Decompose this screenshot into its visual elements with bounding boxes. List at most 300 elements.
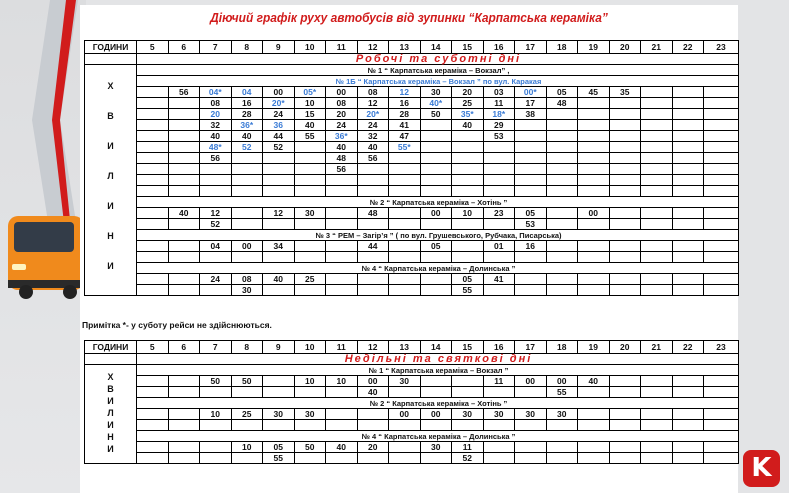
time-cell (515, 420, 547, 431)
table-row (85, 241, 739, 252)
time-cell (231, 164, 263, 175)
time-cell (515, 131, 547, 142)
time-cell (546, 175, 578, 186)
time-cell (578, 241, 610, 252)
time-cell (515, 153, 547, 164)
time-cell: 36* (326, 131, 358, 142)
time-cell (641, 420, 673, 431)
time-cell (357, 219, 389, 230)
time-cell (294, 285, 326, 296)
time-cell (672, 420, 704, 431)
time-cell (200, 164, 232, 175)
time-cell (294, 241, 326, 252)
hour-10: 10 (294, 341, 326, 354)
hour-11: 11 (326, 341, 358, 354)
time-cell (609, 109, 641, 120)
time-cell (231, 420, 263, 431)
time-cell (609, 153, 641, 164)
time-cell: 08 (231, 274, 263, 285)
time-cell (546, 274, 578, 285)
time-cell (515, 285, 547, 296)
table-row (85, 175, 739, 186)
time-cell (168, 186, 200, 197)
time-cell (326, 274, 358, 285)
minutes-letter: Н (107, 432, 114, 442)
time-cell (672, 131, 704, 142)
time-cell (452, 175, 484, 186)
time-cell (546, 120, 578, 131)
minutes-letter: В (107, 111, 114, 121)
time-cell: 11 (452, 442, 484, 453)
hour-7: 7 (200, 41, 232, 54)
route1b-title: № 1Б “ Карпатська кераміка – Вокзал ” по вул. Каракая (137, 76, 739, 87)
time-cell (420, 420, 452, 431)
time-cell (389, 285, 421, 296)
time-cell (546, 208, 578, 219)
table-row (85, 285, 739, 296)
hour-16: 16 (483, 341, 515, 354)
time-cell (641, 387, 673, 398)
minutes-label (85, 65, 137, 296)
time-cell: 47 (389, 131, 421, 142)
time-cell (389, 219, 421, 230)
time-cell: 30 (231, 285, 263, 296)
time-cell: 30 (452, 409, 484, 420)
time-cell (326, 285, 358, 296)
page-title: Діючий графік руху автобусів від зупинки “Карпатська кераміка” (210, 10, 608, 25)
time-cell (704, 219, 739, 230)
time-cell (452, 131, 484, 142)
time-cell (641, 186, 673, 197)
time-cell (672, 175, 704, 186)
time-cell: 24 (200, 274, 232, 285)
minutes-letter: Х (107, 372, 114, 382)
table-row (85, 219, 739, 230)
time-cell (420, 376, 452, 387)
time-cell (672, 376, 704, 387)
time-cell: 32 (357, 131, 389, 142)
hour-5: 5 (137, 341, 169, 354)
time-cell (641, 98, 673, 109)
time-cell (420, 219, 452, 230)
time-cell (483, 175, 515, 186)
time-cell (483, 453, 515, 464)
time-cell (389, 241, 421, 252)
time-cell (420, 387, 452, 398)
time-cell: 40 (357, 387, 389, 398)
time-cell (704, 98, 739, 109)
time-cell: 50 (231, 376, 263, 387)
hour-12: 12 (357, 341, 389, 354)
time-cell: 04 (231, 87, 263, 98)
time-cell: 24 (263, 109, 295, 120)
saturday-note: Примітка *- у суботу рейси не здійснюються. (82, 320, 272, 330)
time-cell (546, 285, 578, 296)
hour-22: 22 (672, 41, 704, 54)
time-cell (137, 453, 169, 464)
time-cell (294, 153, 326, 164)
hour-20: 20 (609, 41, 641, 54)
time-cell: 20 (357, 442, 389, 453)
time-cell (326, 241, 358, 252)
time-cell: 00 (357, 376, 389, 387)
time-cell: 48 (357, 208, 389, 219)
time-cell (578, 409, 610, 420)
time-cell: 24 (326, 120, 358, 131)
time-cell: 45 (578, 87, 610, 98)
time-cell: 24 (357, 120, 389, 131)
time-cell (578, 252, 610, 263)
time-cell (452, 153, 484, 164)
time-cell (578, 285, 610, 296)
time-cell (137, 442, 169, 453)
table-row (85, 453, 739, 464)
time-cell (515, 453, 547, 464)
time-cell: 52 (200, 219, 232, 230)
time-cell (704, 120, 739, 131)
time-cell (483, 186, 515, 197)
time-cell (168, 164, 200, 175)
time-cell (609, 175, 641, 186)
time-cell (357, 252, 389, 263)
time-cell: 48* (200, 142, 232, 153)
time-cell (609, 142, 641, 153)
route1-title: № 1 “ Карпатська кераміка – Вокзал ” (137, 365, 739, 376)
time-cell: 00 (326, 87, 358, 98)
time-cell: 53 (483, 131, 515, 142)
time-cell: 00 (231, 241, 263, 252)
time-cell: 52 (231, 142, 263, 153)
time-cell (546, 109, 578, 120)
time-cell (515, 252, 547, 263)
hour-23: 23 (704, 41, 739, 54)
hour-13: 13 (389, 41, 421, 54)
hours-header-row (85, 341, 739, 354)
time-cell (420, 274, 452, 285)
time-cell (200, 442, 232, 453)
hour-21: 21 (641, 41, 673, 54)
time-cell: 52 (263, 142, 295, 153)
time-cell: 50 (200, 376, 232, 387)
time-cell (294, 164, 326, 175)
hour-17: 17 (515, 41, 547, 54)
time-cell (200, 285, 232, 296)
time-cell (294, 387, 326, 398)
time-cell (609, 186, 641, 197)
section-title: Робочі та суботні дні (137, 54, 739, 65)
time-cell: 20* (357, 109, 389, 120)
logo-icon: K (743, 450, 780, 487)
table-row (85, 98, 739, 109)
time-cell (231, 453, 263, 464)
table-row (85, 164, 739, 175)
time-cell: 55 (294, 131, 326, 142)
time-cell (294, 219, 326, 230)
time-cell (231, 175, 263, 186)
time-cell: 00 (420, 409, 452, 420)
time-cell (483, 420, 515, 431)
table-row (85, 120, 739, 131)
time-cell: 30 (263, 409, 295, 420)
time-cell (515, 442, 547, 453)
time-cell (704, 164, 739, 175)
hour-23: 23 (704, 341, 739, 354)
time-cell (357, 274, 389, 285)
section-title: Недільні та святкові дні (137, 354, 739, 365)
time-cell (578, 120, 610, 131)
hour-5: 5 (137, 41, 169, 54)
time-cell (483, 442, 515, 453)
time-cell (609, 131, 641, 142)
time-cell (137, 98, 169, 109)
time-cell: 00* (515, 87, 547, 98)
time-cell (389, 175, 421, 186)
time-cell (483, 387, 515, 398)
time-cell (641, 442, 673, 453)
time-cell: 05 (515, 208, 547, 219)
hour-9: 9 (263, 41, 295, 54)
time-cell (420, 285, 452, 296)
hour-8: 8 (231, 341, 263, 354)
time-cell: 55* (389, 142, 421, 153)
time-cell: 00 (263, 87, 295, 98)
time-cell (578, 274, 610, 285)
time-cell: 41 (483, 274, 515, 285)
blank-row (85, 354, 739, 365)
time-cell (483, 142, 515, 153)
time-cell (452, 387, 484, 398)
time-cell (515, 164, 547, 175)
time-cell: 56 (168, 87, 200, 98)
time-cell (263, 164, 295, 175)
hour-21: 21 (641, 341, 673, 354)
time-cell: 16 (231, 98, 263, 109)
time-cell: 44 (357, 241, 389, 252)
hour-6: 6 (168, 341, 200, 354)
time-cell (326, 252, 358, 263)
time-cell (578, 175, 610, 186)
table-row (85, 109, 739, 120)
time-cell (578, 453, 610, 464)
time-cell (704, 252, 739, 263)
table-row (85, 142, 739, 153)
sunday-schedule-table (84, 340, 739, 464)
time-cell: 01 (483, 241, 515, 252)
time-cell: 48 (326, 153, 358, 164)
time-cell: 25 (231, 409, 263, 420)
time-cell (326, 420, 358, 431)
time-cell: 55 (546, 387, 578, 398)
time-cell (515, 120, 547, 131)
time-cell (137, 109, 169, 120)
time-cell (137, 274, 169, 285)
time-cell (515, 274, 547, 285)
time-cell: 52 (452, 453, 484, 464)
minutes-letter: И (107, 396, 114, 406)
time-cell (168, 420, 200, 431)
time-cell: 00 (515, 376, 547, 387)
hour-9: 9 (263, 341, 295, 354)
minutes-letter: Н (107, 231, 114, 241)
time-cell (200, 453, 232, 464)
table-row (85, 153, 739, 164)
time-cell (672, 87, 704, 98)
time-cell (357, 164, 389, 175)
time-cell: 55 (452, 285, 484, 296)
time-cell (515, 186, 547, 197)
time-cell (420, 175, 452, 186)
time-cell (578, 186, 610, 197)
time-cell (389, 153, 421, 164)
time-cell: 11 (483, 98, 515, 109)
minutes-letter: И (107, 141, 114, 151)
time-cell: 12 (357, 98, 389, 109)
hour-22: 22 (672, 341, 704, 354)
time-cell: 40 (168, 208, 200, 219)
route4-title: № 4 “ Карпатська кераміка – Долинська ” (137, 263, 739, 274)
time-cell (168, 175, 200, 186)
time-cell (137, 175, 169, 186)
time-cell (609, 252, 641, 263)
time-cell (641, 120, 673, 131)
time-cell (609, 164, 641, 175)
time-cell (546, 420, 578, 431)
time-cell (326, 453, 358, 464)
time-cell: 18* (483, 109, 515, 120)
hour-14: 14 (420, 341, 452, 354)
hour-18: 18 (546, 41, 578, 54)
time-cell (609, 387, 641, 398)
time-cell (263, 186, 295, 197)
time-cell (263, 219, 295, 230)
route1-title: № 1 “ Карпатська кераміка – Вокзал” , (137, 65, 739, 76)
time-cell: 55 (263, 453, 295, 464)
time-cell (704, 241, 739, 252)
hour-18: 18 (546, 341, 578, 354)
time-cell (641, 109, 673, 120)
time-cell: 40* (420, 98, 452, 109)
time-cell: 05 (420, 241, 452, 252)
time-cell: 44 (263, 131, 295, 142)
time-cell: 17 (515, 98, 547, 109)
time-cell (609, 376, 641, 387)
time-cell (200, 186, 232, 197)
hour-15: 15 (452, 341, 484, 354)
time-cell (672, 120, 704, 131)
time-cell (672, 252, 704, 263)
time-cell: 16 (515, 241, 547, 252)
minutes-letter: Х (107, 81, 114, 91)
time-cell (672, 208, 704, 219)
time-cell (641, 274, 673, 285)
time-cell (263, 175, 295, 186)
time-cell (546, 153, 578, 164)
time-cell (420, 131, 452, 142)
time-cell (452, 164, 484, 175)
time-cell (231, 219, 263, 230)
time-cell (263, 420, 295, 431)
table-row (85, 252, 739, 263)
time-cell (263, 252, 295, 263)
route3-title-row (85, 230, 739, 241)
time-cell (326, 409, 358, 420)
route1b-title-row (85, 76, 739, 87)
time-cell (609, 219, 641, 230)
time-cell (546, 252, 578, 263)
time-cell (578, 131, 610, 142)
time-cell (704, 274, 739, 285)
time-cell: 50 (420, 109, 452, 120)
time-cell (263, 376, 295, 387)
time-cell (641, 252, 673, 263)
time-cell: 12 (389, 87, 421, 98)
minutes-letter: И (107, 261, 114, 271)
time-cell (672, 274, 704, 285)
time-cell (168, 409, 200, 420)
hour-8: 8 (231, 41, 263, 54)
time-cell (137, 186, 169, 197)
time-cell (168, 252, 200, 263)
time-cell (578, 164, 610, 175)
time-cell (389, 186, 421, 197)
time-cell (231, 252, 263, 263)
time-cell (704, 376, 739, 387)
time-cell (546, 131, 578, 142)
route4-title: № 4 “ Карпатська кераміка – Долинська ” (137, 431, 739, 442)
table-row (85, 387, 739, 398)
route2-title-row (85, 398, 739, 409)
time-cell (389, 208, 421, 219)
time-cell (168, 98, 200, 109)
time-cell (200, 175, 232, 186)
time-cell (420, 453, 452, 464)
hour-19: 19 (578, 341, 610, 354)
time-cell: 08 (326, 98, 358, 109)
time-cell (168, 387, 200, 398)
time-cell: 10 (452, 208, 484, 219)
time-cell: 48 (546, 98, 578, 109)
minutes-letter: Л (107, 171, 114, 181)
time-cell: 25 (294, 274, 326, 285)
time-cell: 11 (483, 376, 515, 387)
time-cell (137, 87, 169, 98)
time-cell: 12 (200, 208, 232, 219)
time-cell (641, 376, 673, 387)
time-cell: 00 (420, 208, 452, 219)
time-cell: 10 (200, 409, 232, 420)
time-cell: 20 (200, 109, 232, 120)
time-cell (483, 164, 515, 175)
time-cell (704, 387, 739, 398)
route1-title-row (85, 365, 739, 376)
time-cell: 15 (294, 109, 326, 120)
time-cell (294, 142, 326, 153)
time-cell: 20* (263, 98, 295, 109)
time-cell (483, 153, 515, 164)
time-cell: 10 (231, 442, 263, 453)
time-cell (294, 186, 326, 197)
time-cell (420, 142, 452, 153)
time-cell: 05 (263, 442, 295, 453)
minutes-letter: И (107, 201, 114, 211)
time-cell (200, 420, 232, 431)
route1-title-row (85, 65, 739, 76)
time-cell (389, 274, 421, 285)
time-cell: 35* (452, 109, 484, 120)
time-cell: 16 (389, 98, 421, 109)
time-cell: 36 (263, 120, 295, 131)
time-cell (546, 142, 578, 153)
